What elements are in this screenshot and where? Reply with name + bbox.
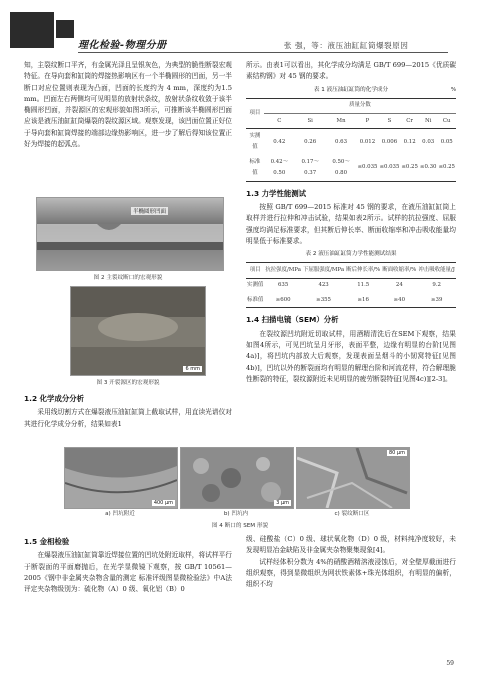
- table-1-chemical-composition: [246, 98, 456, 182]
- table-1-cell: ≤0.035: [356, 155, 378, 181]
- table-2-cell: 24: [395, 282, 403, 289]
- table-1-cell: 0.05: [440, 138, 453, 145]
- running-title: 张 强，等：液压油缸缸筒爆裂原因: [284, 41, 409, 50]
- table-1-caption-row: [246, 85, 456, 96]
- table-2-row-label: 标准值: [246, 293, 264, 308]
- table-2-cell: ≥40: [381, 293, 417, 308]
- page-number: 59: [446, 660, 454, 667]
- table-2-cell: ≥355: [302, 293, 345, 308]
- bottom-right-paragraph-1: 级、硅酸盐（C）0 级、球状氧化物（D）0 级，材料纯净度较好，未发现明显冶金缺陷及非金属夹杂物聚集现象[4]。: [246, 535, 456, 555]
- table-2-cell: ≥39: [417, 293, 456, 308]
- fig3-scale-bar: 6 mm: [185, 366, 200, 372]
- table-2-col-header: 冲击吸收能量/J: [417, 263, 456, 278]
- left-column-top: [24, 60, 232, 150]
- table-1-col-header: Si: [307, 117, 313, 124]
- right-paragraph-2: 按照 GB/T 699—2015 标准对 45 钢的要求，在液压油缸缸筒上取样并进行拉伸和冲击试验，结果如表2所示。试样的抗拉强度、屈服强度均满足标准要求，但其断后伸长率、断面收缩率和冲击吸收能量均明显低于标准要求。: [246, 202, 456, 245]
- figure-2-photo: [36, 197, 224, 271]
- header-rule: [78, 52, 448, 53]
- fig2-annotation: 半椭圆形凹面: [133, 209, 167, 215]
- page-header: [0, 0, 480, 64]
- table-2-mechanical-properties: [246, 262, 456, 308]
- figure-4c-sem-image: [296, 447, 410, 509]
- section-heading-1-3: 1.3 力学性能测试: [246, 188, 307, 198]
- table-2-col-header: 断后伸长率/%: [345, 263, 381, 278]
- sem-image-c: [297, 448, 409, 508]
- section-heading-1-4: 1.4 扫描电镜（SEM）分析: [246, 315, 339, 325]
- journal-logo-block-small: [56, 20, 74, 38]
- fig4a-label: a) 凹坑附近: [105, 511, 135, 517]
- table-1-caption: 表 1 液压油缸缸筒的化学成分: [313, 86, 389, 93]
- table-1-cell: 0.42～0.50: [264, 155, 295, 181]
- table-1-col-header: Mn: [336, 117, 346, 124]
- table-1-row-label: 实测值: [249, 132, 261, 151]
- table-1-col-header: Cu: [442, 117, 451, 124]
- section-heading-1-2: 1.2 化学成分分析: [24, 394, 85, 403]
- table-1-col-header: S: [387, 117, 392, 124]
- table-2-cell: 11.5: [357, 282, 370, 289]
- table-2-cell: 423: [318, 282, 329, 289]
- left-paragraph-2: 采用线切割方式在爆裂液压油缸缸筒上截取试样，用直读光谱仪对其进行化学成分分析，结果如表1: [24, 408, 232, 428]
- table-2-item-header: 项目: [246, 263, 264, 278]
- fig4c-label: c) 裂纹断口区: [334, 511, 370, 517]
- journal-logo-block: [10, 12, 54, 48]
- figure-3-caption: 图 3 开裂源区的宏观形貌: [96, 380, 160, 386]
- table-1-cell: 0.12: [403, 138, 416, 145]
- table-2-col-header: 断面收缩率/%: [381, 263, 417, 278]
- table-1-cell: 0.17～0.37: [295, 155, 326, 181]
- figure-2-caption: 图 2 主裂纹断口的宏观形貌: [93, 275, 163, 281]
- table-1-item-header: 项目: [246, 98, 264, 129]
- fig4b-scale-bar: 3 μm: [276, 500, 289, 506]
- table-1-cell: 0.63: [335, 138, 348, 145]
- fracture-macro-image: [37, 198, 223, 270]
- journal-name: 理化检验-物理分册: [78, 40, 167, 51]
- sem-image-b: [181, 448, 293, 508]
- section-heading-1-5: 1.5 金相检验: [24, 537, 70, 546]
- table-1-cell: ≤0.035: [378, 155, 400, 181]
- table-2-cell: 635: [278, 282, 289, 289]
- table-1-cell: 0.012: [359, 138, 376, 145]
- left-paragraph-1: 知，主裂纹断口平齐，有金属光泽且呈银灰色，为典型的脆性断裂宏观特征。在导向套和缸筒的焊接热影响区有一个半椭圆形的凹面，另一半断口对应位置则表现为凸面，凹面的长度约为 4 mm，深度约为1.5 mm。凹面左右两侧均可见明显的放射状条纹，放射状条纹收敛于该半椭圆形凹面，并裂源区的宏观形貌如图3所示，可推断该半椭圆形凹面应该是液压油缸缸筒爆裂的裂纹源区域。观察发现，该凹面位置正好位于导向套和缸筒焊接的端部边缘热影响区，进一步了解后得知该位置正好为焊接的起弧点。: [24, 61, 232, 149]
- table-2-row-label: 实测值: [247, 282, 264, 289]
- table-1-col-header: Cr: [406, 117, 413, 124]
- right-column: [246, 60, 456, 385]
- table-1-cell: 0.42: [273, 138, 286, 145]
- figure-4b-sem-image: [180, 447, 294, 509]
- table-1-cell: 0.03: [422, 138, 435, 145]
- right-paragraph-3: 在裂纹源凹坑附近切取试样，用酒精清洗后在SEM下观察，结果如图4所示，可见凹坑呈月牙形，表面平整，边缘有明显的台阶[见图4a)]，将凹坑内部放大后观察，发现表面呈烟斗的小韧窝特征[见图4b)]，凹坑以外的断裂面均有明显的解理台阶和河流花样，符合解理脆性断裂的特征，裂纹源附近未见明显的疲劳断裂特征[见图4c)][2-3]。: [246, 329, 456, 383]
- figure-4-caption: 图 4 断口的 SEM 形貌: [211, 523, 269, 529]
- table-2-cell: ≥600: [264, 293, 302, 308]
- table-2-col-header: 下屈服强度/MPa: [302, 263, 345, 278]
- table-1-group-header: 质量分数: [264, 98, 456, 113]
- bottom-right-column: [246, 534, 456, 590]
- left-section-1-2: [24, 391, 232, 430]
- table-1-cell: 0.26: [304, 138, 317, 145]
- table-1-cell: ≤0.30: [419, 155, 438, 181]
- fig4a-scale-bar: 400 μm: [153, 500, 173, 506]
- table-1-unit: %: [450, 86, 456, 93]
- table-1-col-header: P: [365, 117, 370, 124]
- bottom-right-paragraph-2: 试样经体积分数为 4%的硝酸酒精溶液浸蚀后，对全壁厚截面进行组织观察，得到显微组织为网状铁素体+珠光体组织，有明显的偏析，组织不均: [246, 557, 456, 589]
- table-1-col-header: C: [277, 117, 282, 124]
- bottom-left-paragraph: 在爆裂液压油缸缸筒靠近焊接位置的凹坑处附近取样，将试样平行于断裂面的平面磨抛后，在光学显微镜下观察，按 GB/T 10561—2005《钢中非金属夹杂物含量的测定 标准评级图显微检验法》中A法评定夹杂物级别为：硫化物（A）0 级、氧化铝（B）0: [24, 551, 232, 594]
- fig4b-label: b) 凹坑内: [223, 511, 249, 517]
- table-1-cell: 0.006: [381, 138, 398, 145]
- right-paragraph-1: 所示。由表1可以看出，其化学成分均满足 GB/T 699—2015《优质碳素结构钢》对 45 钢的要求。: [246, 61, 456, 81]
- figure-3-photo: [70, 286, 206, 376]
- figure-4a-sem-image: [64, 447, 178, 509]
- crack-origin-macro-image: [71, 287, 205, 375]
- table-2-caption: 表 2 液压油缸缸筒力学性能测试结果: [305, 251, 397, 258]
- table-1-cell: ≤0.25: [400, 155, 419, 181]
- fig4c-scale-bar: 80 μm: [388, 450, 405, 456]
- table-1-cell: ≤0.25: [437, 155, 456, 181]
- bottom-left-column: [24, 534, 232, 595]
- table-2-cell: 9.2: [432, 282, 441, 289]
- table-1-cell: 0.50～0.80: [326, 155, 357, 181]
- sem-image-a: [65, 448, 177, 508]
- table-1-row-label: 标准值: [246, 155, 264, 181]
- table-1-col-header: Ni: [424, 117, 432, 124]
- table-2-col-header: 抗拉强度/MPa: [264, 263, 302, 278]
- table-2-cell: ≥16: [345, 293, 381, 308]
